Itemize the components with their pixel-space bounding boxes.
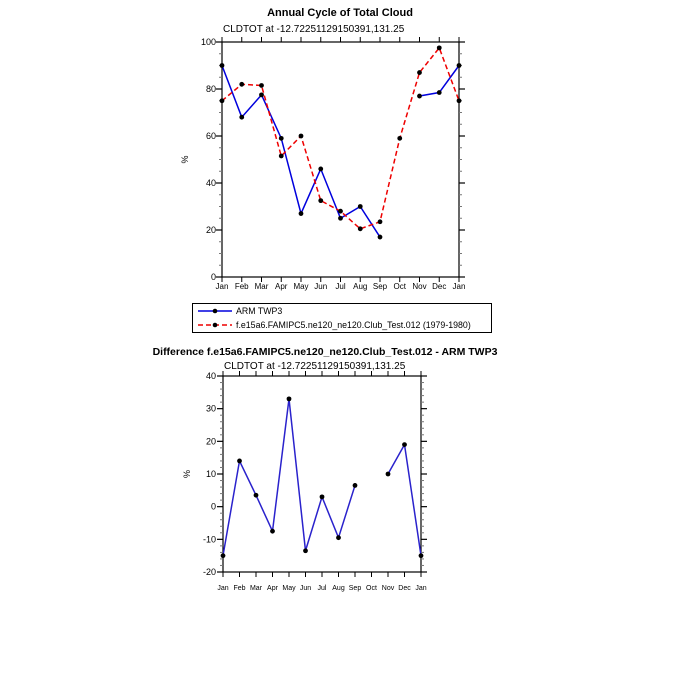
- data-point: [437, 45, 442, 50]
- data-point: [386, 472, 391, 477]
- chart2-title: Difference f.e15a6.FAMIPC5.ne120_ne120.Club_Test.012 - ARM TWP3: [152, 346, 498, 358]
- y-axis-label: %: [182, 469, 192, 479]
- axis-frame: [223, 376, 421, 572]
- data-point: [320, 494, 325, 499]
- data-point: [279, 136, 284, 141]
- data-point: [417, 70, 422, 75]
- x-tick-label: Oct: [393, 282, 406, 291]
- data-point: [419, 553, 424, 558]
- data-point: [338, 209, 343, 214]
- y-tick-label: 100: [200, 37, 216, 47]
- data-point: [287, 396, 292, 401]
- data-point: [318, 198, 323, 203]
- y-tick-label: 40: [205, 178, 216, 188]
- series-line-1: [222, 48, 459, 229]
- x-tick-label: Oct: [366, 585, 377, 592]
- data-point: [259, 83, 264, 88]
- x-tick-label: Jul: [335, 282, 346, 291]
- x-tick-label: Aug: [353, 282, 368, 291]
- x-tick-label: Apr: [275, 282, 288, 291]
- data-point: [259, 92, 264, 97]
- data-point: [221, 553, 226, 558]
- data-point: [239, 115, 244, 120]
- x-tick-label: Feb: [234, 282, 249, 291]
- x-tick-label: Jun: [299, 585, 312, 592]
- y-tick-label: 10: [205, 469, 216, 479]
- x-tick-label: Aug: [332, 585, 345, 592]
- y-tick-label: 80: [205, 84, 216, 94]
- data-point: [353, 483, 358, 488]
- x-tick-label: May: [293, 282, 309, 291]
- data-point: [358, 204, 363, 209]
- y-tick-label: 0: [210, 501, 216, 512]
- y-tick-label: 20: [205, 225, 216, 235]
- y-tick-label: 20: [205, 436, 216, 447]
- y-tick-label: 0: [210, 272, 216, 282]
- data-point: [336, 535, 341, 540]
- y-tick-label: 30: [205, 403, 216, 414]
- legend-label-model: f.e15a6.FAMIPC5.ne120_ne120.Club_Test.012 (1979-1980): [236, 319, 471, 330]
- data-point: [318, 167, 323, 172]
- chart2-subtitle: CLDTOT at -12.72251129150391,131.25: [224, 361, 406, 372]
- legend-row-model: [193, 318, 491, 332]
- x-tick-label: Sep: [348, 585, 362, 592]
- x-tick-label: Mar: [249, 585, 263, 592]
- data-point: [457, 98, 462, 103]
- x-tick-label: Nov: [412, 282, 427, 291]
- x-tick-label: Dec: [398, 585, 411, 592]
- x-tick-label: Sep: [372, 282, 388, 291]
- x-tick-label: Jan: [217, 585, 229, 592]
- data-point: [279, 154, 284, 159]
- x-tick-label: Apr: [267, 585, 278, 592]
- y-axis-label: %: [180, 155, 190, 164]
- data-point: [239, 82, 244, 87]
- legend: [192, 303, 492, 333]
- y-tick-label: 60: [205, 131, 216, 141]
- x-tick-label: Nov: [381, 585, 395, 592]
- x-tick-label: Jan: [415, 585, 427, 592]
- x-tick-label: Jan: [452, 282, 466, 291]
- axis-frame: [222, 42, 459, 277]
- data-point: [299, 134, 304, 139]
- x-tick-label: Jul: [317, 585, 327, 592]
- y-tick-label: -10: [202, 534, 216, 545]
- legend-line-sample-blue: [196, 306, 234, 316]
- x-tick-label: May: [282, 585, 296, 592]
- data-point: [358, 226, 363, 231]
- x-tick-label: Dec: [432, 282, 447, 291]
- data-point: [338, 216, 343, 221]
- chart1-title: Annual Cycle of Total Cloud: [267, 7, 413, 19]
- data-point: [402, 442, 407, 447]
- x-tick-label: Feb: [233, 585, 246, 592]
- data-point: [378, 219, 383, 224]
- data-point: [437, 90, 442, 95]
- x-tick-label: Mar: [254, 282, 269, 291]
- data-point: [237, 459, 242, 464]
- legend-label-arm: ARM TWP3: [236, 305, 283, 316]
- x-tick-label: Jan: [215, 282, 229, 291]
- data-point: [220, 98, 225, 103]
- data-point: [220, 63, 225, 68]
- x-tick-label: Jun: [314, 282, 328, 291]
- y-tick-label: 40: [205, 371, 216, 381]
- legend-row-arm: [193, 304, 491, 318]
- legend-line-sample-red: [196, 320, 234, 330]
- data-point: [270, 529, 275, 534]
- data-point: [299, 211, 304, 216]
- data-point: [397, 136, 402, 141]
- data-point: [417, 94, 422, 99]
- data-point: [254, 493, 259, 498]
- series-line-0: [388, 445, 421, 556]
- series-line-0: [223, 399, 355, 556]
- data-point: [303, 548, 308, 553]
- y-tick-label: -20: [202, 567, 216, 577]
- data-point: [457, 63, 462, 68]
- data-point: [378, 235, 383, 240]
- chart1-subtitle: CLDTOT at -12.72251129150391,131.25: [223, 24, 405, 35]
